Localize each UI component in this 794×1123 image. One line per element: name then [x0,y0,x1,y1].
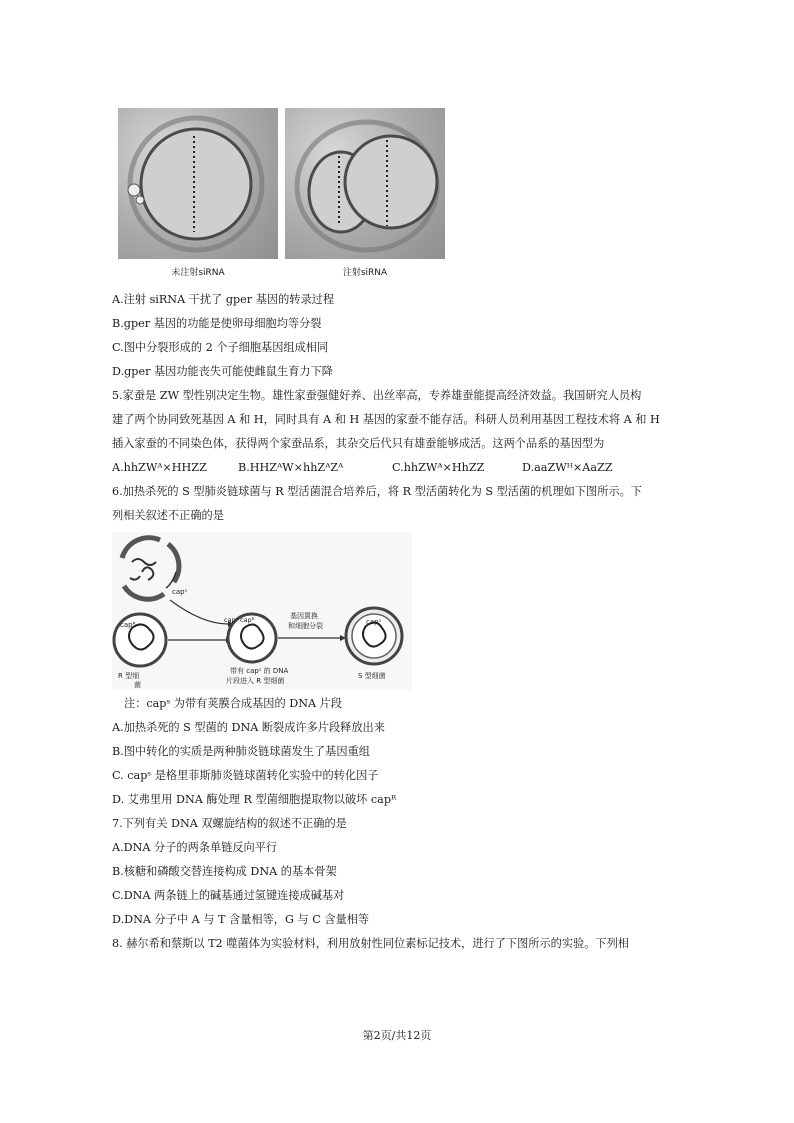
q5-option-b: B.HHZᴬW×hhZᴬZᴬ [238,461,344,474]
q4-option-a: A.注射 siRNA 干扰了 gper 基因的转录过程 [112,293,335,306]
transformation-diagram [112,532,412,690]
q7-option-d: D.DNA 分子中 A 与 T 含量相等，G 与 C 含量相等 [112,913,370,926]
micrograph-injected [285,108,445,259]
micrograph-uninjected [118,108,278,259]
label-middle-2: 片段进入 R 型细菌 [226,677,285,685]
q7-option-a: A.DNA 分子的两条单链反向平行 [112,841,278,854]
q8-stem: 8. 赫尔希和蔡斯以 T2 噬菌体为实验材料，利用放射性同位素标记技术，进行了下图所示的实验。下列相 [112,937,629,950]
label-r-cell-2: 菌 [134,681,141,689]
q4-option-c: C.图中分裂形成的 2 个子细胞基因组成相同 [112,341,329,354]
q6-stem-line-2: 列相关叙述不正确的是 [112,509,224,522]
q6-option-a: A.加热杀死的 S 型菌的 DNA 断裂成许多片段释放出来 [112,721,385,734]
q5-stem-line-3: 插入家蚕的不同染色体，获得两个家蚕品系，其杂交后代只有雄蚕能够成活。这两个品系的基因型为 [112,437,605,450]
label-r-cap: capᴿ [120,621,136,629]
caption-injected: 注射siRNA [342,268,388,278]
label-r-cell-1: R 型细 [118,672,140,680]
q6-option-c: C. capˢ 是格里菲斯肺炎链球菌转化实验中的转化因子 [112,769,379,782]
q6-option-d: D. 艾弗里用 DNA 酶处理 R 型菌细胞提取物以破坏 capᴿ [112,793,397,806]
q5-option-d: D.aaZWᴴ×AaZZ [522,461,613,474]
q5-option-a: A.hhZWᴬ×HHZZ [112,461,207,474]
q5-stem-line-1: 5.家蚕是 ZW 型性别决定生物。雄性家蚕强健好养、出丝率高，专养雄蚕能提高经济效益。我国研究人员构 [112,389,642,402]
arrow-label-1: 基因置换 [290,612,318,620]
arrow-label-2: 和细胞分裂 [288,622,323,630]
label-s-cap: capˢ [366,618,382,626]
q7-stem: 7.下列有关 DNA 双螺旋结构的叙述不正确的是 [112,817,347,830]
q6-option-b: B.图中转化的实质是两种肺炎链球菌发生了基因重组 [112,745,370,758]
caption-uninjected: 未注射siRNA [171,268,225,278]
page-number: 第2页/共12页 [362,1029,432,1042]
s-cell [346,608,402,664]
q4-option-d: D.gper 基因功能丧失可能使雌鼠生育力下降 [112,365,333,378]
label-s-cell: S 型细菌 [358,672,386,680]
q6-note: 注：capˢ 为带有荚膜合成基因的 DNA 片段 [124,697,342,710]
q6-stem-line-1: 6.加热杀死的 S 型肺炎链球菌与 R 型活菌混合培养后，将 R 型活菌转化为 S 型活菌的机理如下图所示。下 [112,485,642,498]
q7-option-b: B.核糖和磷酸交替连接构成 DNA 的基本骨架 [112,865,337,878]
q4-option-b: B.gper 基因的功能是使卵母细胞均等分裂 [112,317,322,330]
label-cap-s: capˢ [172,588,188,596]
q5-stem-line-2: 建了两个协同致死基因 A 和 H，同时具有 A 和 H 基因的家蚕不能存活。科研人员利用基因工程技术将 A 和 H [112,413,660,426]
q7-option-c: C.DNA 两条链上的碱基通过氢键连接成碱基对 [112,889,345,902]
label-cap-r-inner: capᴿ [240,616,255,624]
label-middle-1: 带有 capˢ 的 DNA [230,667,289,675]
label-cap-s-inner: capˢ [224,616,239,624]
q5-option-c: C.hhZWᴬ×HhZZ [392,461,485,474]
